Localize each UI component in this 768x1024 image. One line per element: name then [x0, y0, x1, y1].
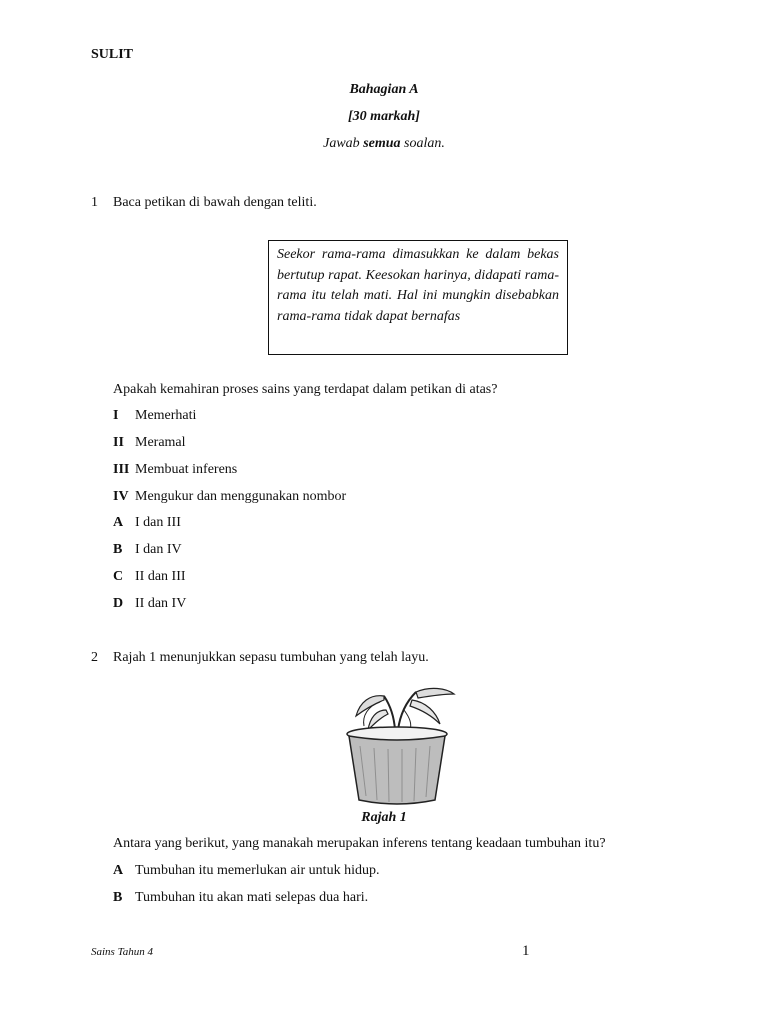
option-text: I dan III — [135, 515, 181, 530]
question-1-stem — [91, 195, 317, 211]
wilted-leaf — [416, 688, 454, 698]
footer-subject: Sains Tahun 4 — [91, 946, 153, 958]
statement-label: IV — [113, 489, 129, 504]
question-2-prompt: Antara yang berikut, yang manakah merupakan inferens tentang keadaan tumbuhan itu? — [113, 836, 606, 851]
page-number: 1 — [522, 943, 530, 959]
statement-label: I — [113, 408, 119, 423]
statement-iv — [113, 489, 346, 505]
option-text: Tumbuhan itu memerlukan air untuk hidup. — [135, 863, 380, 878]
wilted-leaf — [410, 700, 440, 724]
instruction-post: soalan. — [400, 136, 445, 151]
section-instruction — [0, 136, 768, 152]
option-a[interactable] — [113, 515, 181, 531]
option-label: C — [113, 569, 124, 584]
figure-caption: Rajah 1 — [361, 810, 407, 825]
option-d[interactable] — [113, 596, 186, 612]
statement-text: Membuat inferens — [135, 462, 238, 477]
option-label: B — [113, 890, 123, 905]
option-text: II dan III — [135, 569, 186, 584]
question-text: Rajah 1 menunjukkan sepasu tumbuhan yang telah layu. — [113, 650, 429, 665]
passage-box: Seekor rama-rama dimasukkan ke dalam bekas bertutup rapat. Keesokan harinya, didapati rama-rama itu telah mati. Hal ini mungkin disebabkan rama-rama tidak dapat bernafas — [268, 240, 568, 355]
option-b[interactable] — [113, 542, 182, 558]
statement-label: II — [113, 435, 124, 450]
question-1-prompt: Apakah kemahiran proses sains yang terdapat dalam petikan di atas? — [113, 382, 498, 397]
option-a[interactable] — [113, 863, 379, 879]
question-number: 2 — [91, 650, 98, 665]
statement-iii — [113, 462, 237, 478]
pot-body — [349, 736, 445, 804]
instruction-bold: semua — [363, 136, 401, 151]
option-text: I dan IV — [135, 542, 182, 557]
question-number: 1 — [91, 195, 98, 210]
statement-text: Mengukur dan menggunakan nombor — [135, 489, 347, 504]
statement-text: Memerhati — [135, 408, 197, 423]
option-text: II dan IV — [135, 596, 187, 611]
section-title: Bahagian A — [349, 82, 419, 97]
statement-text: Meramal — [135, 435, 186, 450]
option-c[interactable] — [113, 569, 186, 585]
option-text: Tumbuhan itu akan mati selepas dua hari. — [135, 890, 369, 905]
sulit-label: SULIT — [91, 47, 134, 62]
statement-ii — [113, 435, 186, 451]
section-marks: [30 markah] — [348, 109, 420, 124]
question-text: Baca petikan di bawah dengan teliti. — [113, 195, 317, 210]
wilted-plant-figure — [340, 680, 460, 808]
instruction-pre: Jawab — [323, 136, 364, 151]
option-label: D — [113, 596, 124, 611]
option-label: B — [113, 542, 123, 557]
question-2-stem — [91, 650, 429, 666]
option-label: A — [113, 515, 124, 530]
option-b[interactable] — [113, 890, 368, 906]
option-label: A — [113, 863, 124, 878]
plant-stem — [398, 692, 416, 730]
statement-i — [113, 408, 196, 424]
statement-label: III — [113, 462, 130, 477]
